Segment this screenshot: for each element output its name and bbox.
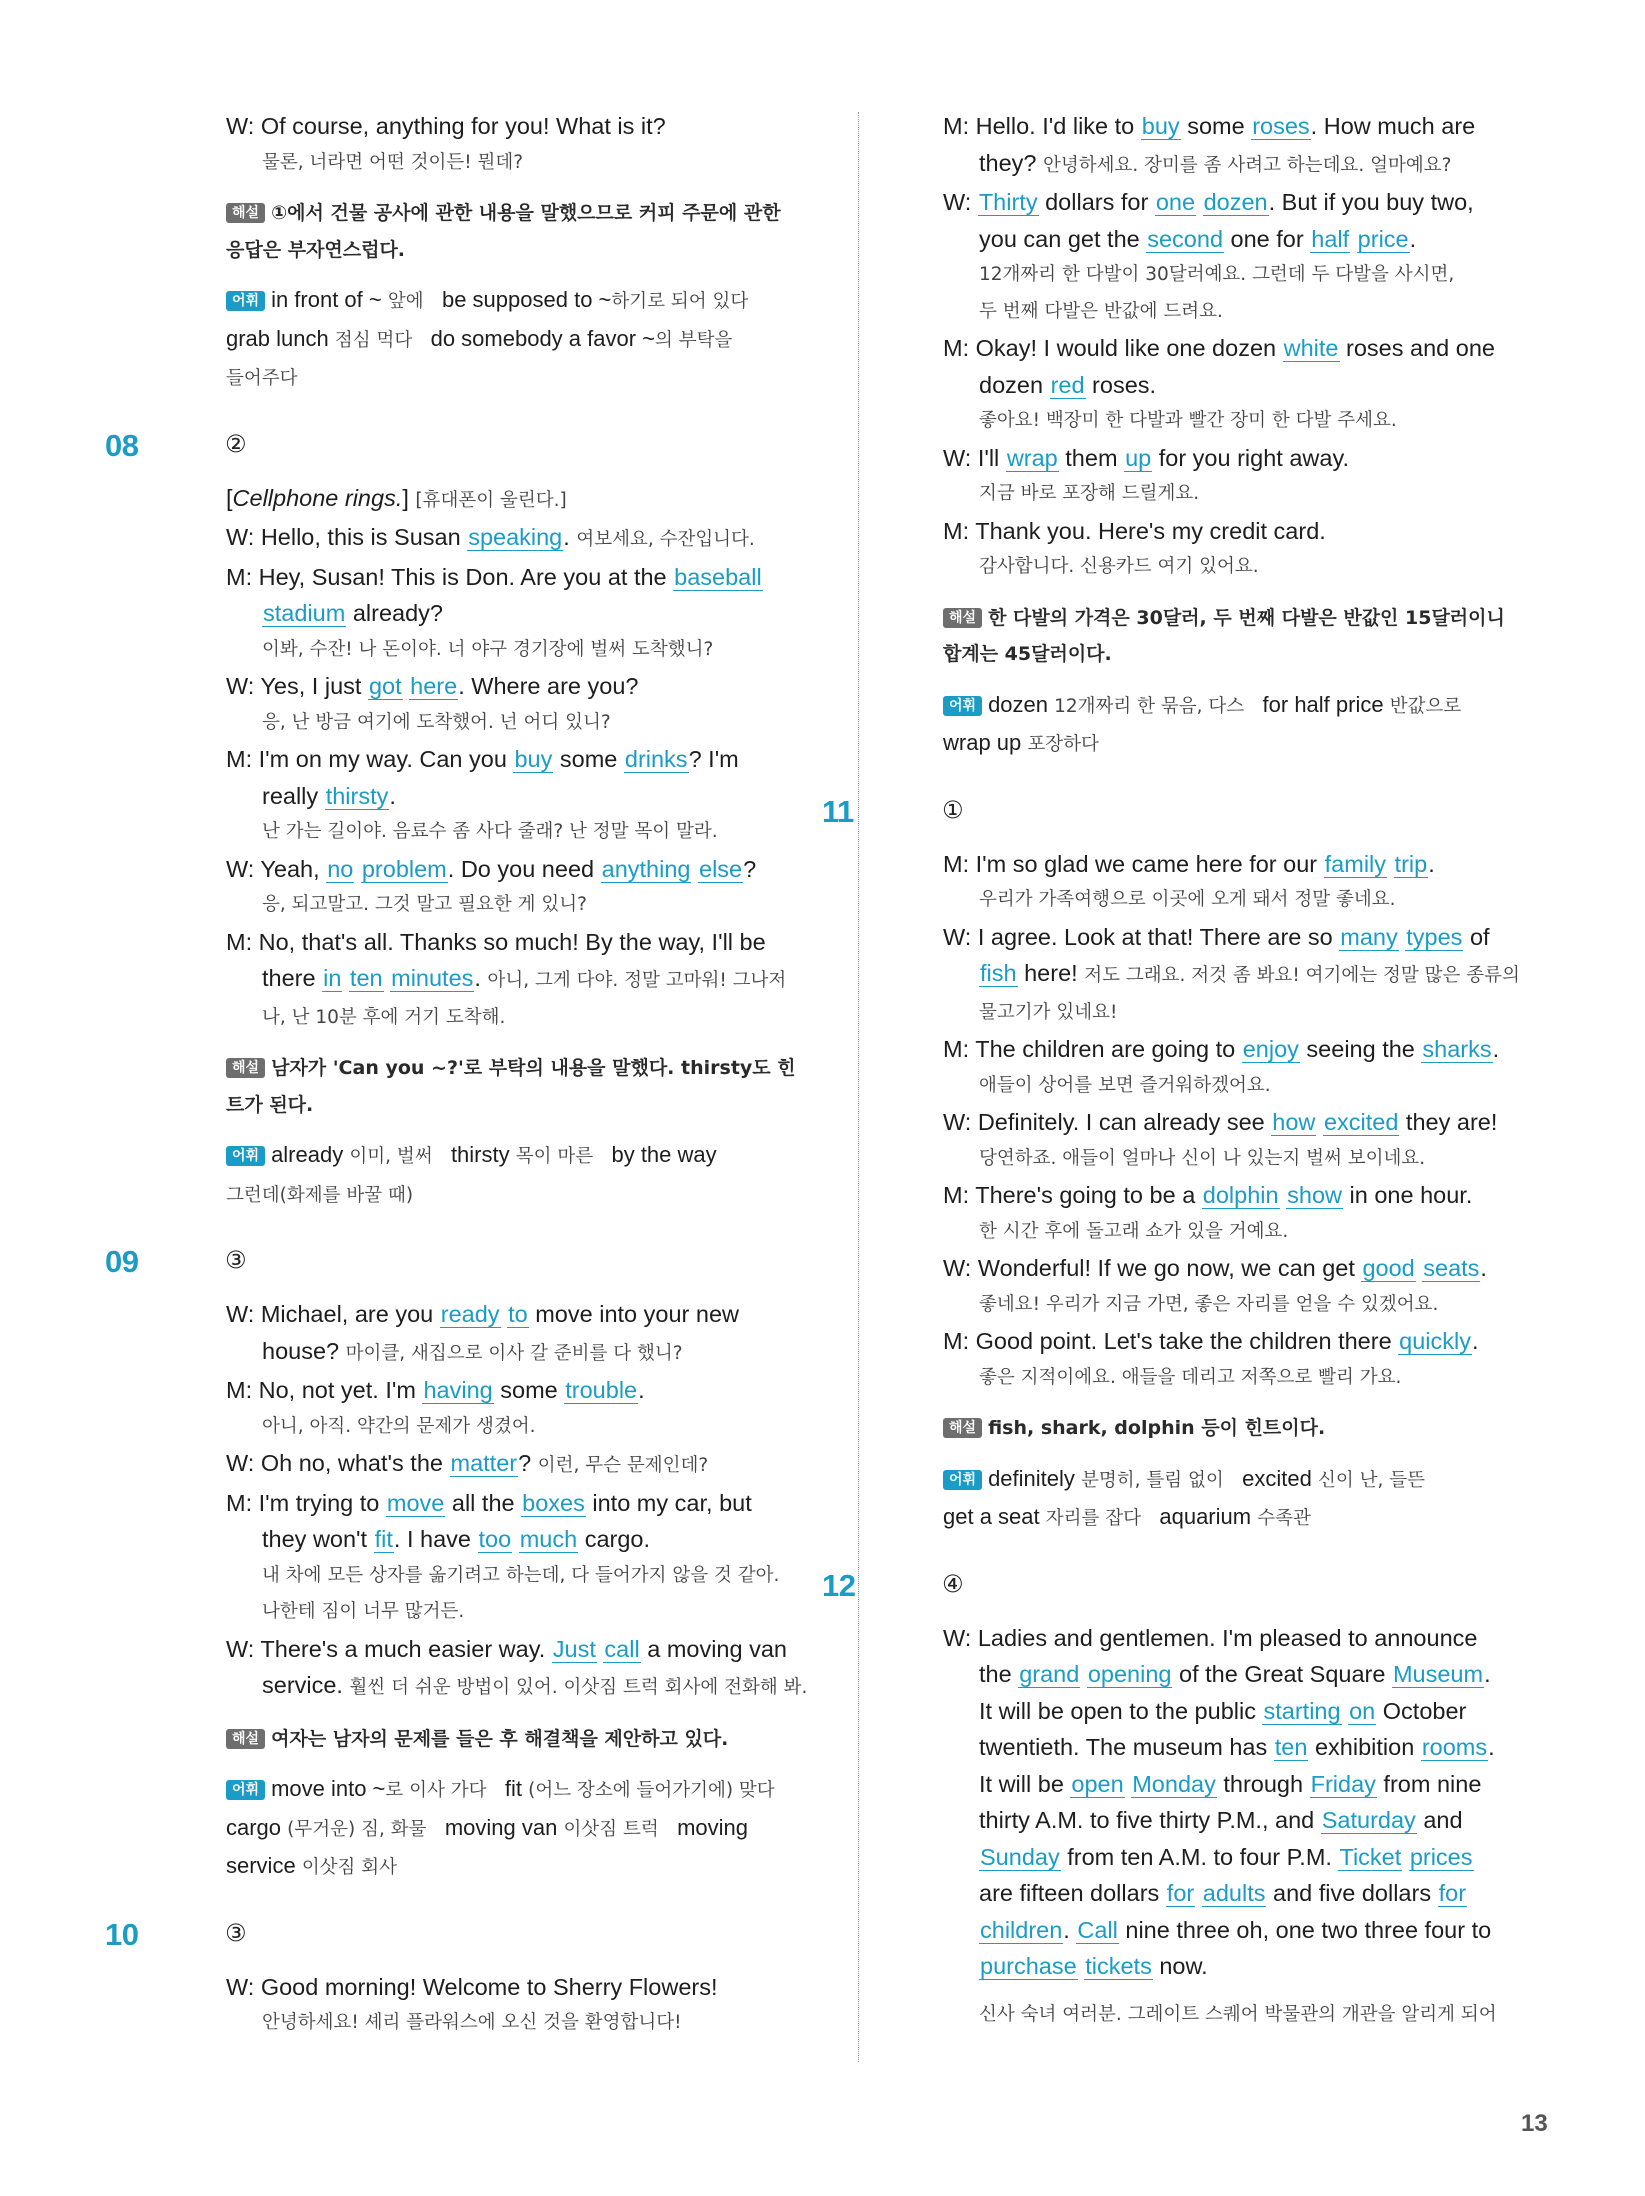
- korean-translation: 이봐, 수잔! 나 돈이야. 너 야구 경기장에 벌써 도착했니?: [262, 638, 714, 660]
- dialogue-line: It will be open to the public starting on October: [979, 1697, 1467, 1724]
- dialogue-line: stadium already?: [263, 600, 443, 626]
- korean-translation: 12개짜리 한 다발이 30달러예요. 그런데 두 다발을 사시면,: [979, 264, 1455, 285]
- blank-answer: call: [604, 1635, 640, 1662]
- korean-translation: 나, 난 10분 후에 거기 도착해.: [262, 1006, 506, 1028]
- blank-answer: for: [1438, 1880, 1467, 1906]
- dialogue-line: M: The children are going to enjoy seeing the sharks.: [943, 1036, 1500, 1062]
- dialogue-line: W: Michael, are you ready to move into your new: [226, 1301, 739, 1327]
- dialogue-line: M: There's going to be a dolphin show in one hour.: [943, 1182, 1473, 1208]
- vocabulary-note: 어휘 definitely 분명히, 틀림 없이 excited 신이 난, 들뜬 get a seat 자리를 잡다 aquarium 수족관: [943, 1465, 1425, 1529]
- blank-answer: trouble: [565, 1377, 638, 1403]
- explanation-badge: 해설: [943, 1418, 982, 1438]
- question-10-continued: [885, 108, 1555, 764]
- korean-translation: 좋네요! 우리가 지금 가면, 좋은 자리를 얻을 수 있겠어요.: [979, 1293, 1439, 1315]
- dialogue-line: W: Hello, this is Susan speaking. 여보세요, 수잔입니다.: [226, 524, 755, 550]
- blank-answer: trip: [1394, 850, 1428, 877]
- dialogue-line: you can get the second one for half price.: [979, 225, 1417, 252]
- blank-answer: show: [1287, 1182, 1342, 1208]
- explanation-badge: 해설: [943, 608, 982, 628]
- blank-answer: Friday: [1310, 1770, 1376, 1797]
- dialogue-line: purchase tickets now.: [980, 1953, 1208, 1979]
- answer-choice: ④: [942, 1569, 964, 1598]
- blank-answer: good: [1362, 1255, 1415, 1281]
- blank-answer: to: [508, 1301, 528, 1327]
- blank-answer: Just: [552, 1635, 596, 1662]
- dialogue-line: M: Thank you. Here's my credit card.: [943, 517, 1326, 544]
- dialogue-line: W: Definitely. I can already see how excited they are!: [943, 1109, 1498, 1135]
- blank-answer: white: [1283, 335, 1339, 361]
- dialogue-line: service. 훨씬 더 쉬운 방법이 있어. 이삿짐 트럭 회사에 전화해 봐.: [262, 1672, 808, 1698]
- dialogue-line: W: Good morning! Welcome to Sherry Flowers!: [226, 1973, 718, 2000]
- blank-answer: ten: [349, 965, 383, 991]
- dialogue-line: W: Oh no, what's the matter? 이런, 무슨 문제인데?: [226, 1450, 709, 1476]
- blank-answer: sharks: [1422, 1036, 1492, 1062]
- blank-answer: family: [1324, 850, 1387, 877]
- blank-answer: baseball: [674, 563, 762, 590]
- blank-answer: dolphin: [1202, 1182, 1279, 1208]
- blank-answer: Thirty: [978, 189, 1038, 215]
- blank-answer: starting: [1263, 1697, 1341, 1724]
- column-divider: [858, 112, 859, 2062]
- korean-translation: 난 가는 길이야. 음료수 좀 사다 줄래? 난 정말 목이 말라.: [262, 821, 718, 842]
- left-column: [105, 108, 833, 2042]
- vocabulary-note: 어휘 already 이미, 벌써 thirsty 목이 마른 by the way 그런데(화제를 바꿀 때): [226, 1142, 717, 1206]
- dialogue-line: W: I'll wrap them up for you right away.: [943, 444, 1349, 471]
- korean-translation: 신사 숙녀 여러분. 그레이트 스퀘어 박물관의 개관을 알리게 되어: [979, 2003, 1497, 2025]
- question-08: [105, 424, 833, 1215]
- question-10: [105, 1913, 833, 2042]
- blank-answer: matter: [450, 1450, 518, 1476]
- dialogue-line: W: Ladies and gentlemen. I'm pleased to announce: [943, 1624, 1478, 1651]
- blank-answer: else: [699, 855, 743, 882]
- blank-answer: much: [519, 1526, 578, 1552]
- dialogue-line: children. Call nine three oh, one two three four to: [980, 1916, 1492, 1943]
- blank-answer: having: [423, 1377, 493, 1403]
- blank-answer: adults: [1202, 1880, 1266, 1906]
- korean-translation: 물론, 너라면 어떤 것이든! 뭔데?: [262, 151, 524, 173]
- vocabulary-badge: 어휘: [943, 1470, 982, 1490]
- dialogue-line: there in ten minutes. 아니, 그게 다야. 정말 고마워! 그나저: [262, 965, 787, 991]
- dialogue-line: W: Of course, anything for you! What is it?: [226, 113, 666, 139]
- dialogue-line: fish here! 저도 그래요. 저것 좀 봐요! 여기에는 정말 많은 종류의: [980, 960, 1520, 986]
- dialogue-line: twentieth. The museum has ten exhibition rooms.: [979, 1734, 1495, 1760]
- blank-answer: boxes: [522, 1489, 585, 1516]
- korean-translation: 한 시간 후에 돌고래 쇼가 있을 거예요.: [979, 1220, 1289, 1242]
- korean-translation: 지금 바로 포장해 드릴게요.: [979, 483, 1200, 504]
- page-number: 13: [1521, 2110, 1548, 2137]
- korean-translation: 아니, 아직. 약간의 문제가 생겼어.: [262, 1415, 536, 1437]
- answer-choice: ③: [225, 1246, 247, 1274]
- dialogue-line: M: I'm so glad we came here for our family trip.: [943, 850, 1435, 877]
- vocabulary-badge: 어휘: [226, 291, 265, 311]
- explanation-badge: 해설: [226, 203, 265, 223]
- blank-answer: prices: [1409, 1843, 1473, 1870]
- blank-answer: wrap: [1006, 444, 1058, 471]
- question-number: 12: [822, 1567, 856, 1603]
- korean-translation: 당연하죠. 애들이 얼마나 신이 나 있는지 벌써 보이네요.: [979, 1147, 1426, 1169]
- korean-translation: 두 번째 다발은 반값에 드려요.: [979, 300, 1223, 322]
- blank-answer: opening: [1087, 1661, 1172, 1687]
- dialogue-line: they? 안녕하세요. 장미를 좀 사려고 하는데요. 얼마예요?: [979, 149, 1452, 176]
- blank-answer: anything: [601, 855, 691, 882]
- dialogue-line: M: I'm on my way. Can you buy some drinks? I'm: [226, 746, 739, 772]
- dialogue-line: are fifteen dollars for adults and five dollars for: [979, 1880, 1467, 1906]
- vocabulary-note: 어휘 in front of ~ 앞에 be supposed to ~하기로 되어 있다 grab lunch 점심 먹다 do somebody a favor ~의 부탁을 들어주다: [226, 287, 749, 389]
- blank-answer: excited: [1323, 1109, 1399, 1135]
- dialogue-line: [Cellphone rings.] [휴대폰이 울린다.]: [226, 484, 567, 511]
- blank-answer: drinks: [624, 746, 688, 772]
- explanation-note: 해설 ①에서 건물 공사에 관한 내용을 말했으므로 커피 주문에 관한 응답은 부자연스럽다.: [226, 202, 781, 261]
- blank-answer: for: [1166, 1880, 1195, 1906]
- blank-answer: second: [1147, 225, 1224, 252]
- question-number: 10: [105, 1916, 139, 1952]
- explanation-note: 해설 한 다발의 가격은 30달러, 두 번째 다발은 반값인 15달러이니 합계는 45달러이다.: [943, 606, 1505, 665]
- korean-translation: 응, 되고말고. 그것 말고 필요한 게 있니?: [262, 894, 587, 915]
- blank-answer: half: [1311, 225, 1350, 252]
- dialogue-line: M: Hello. I'd like to buy some roses. How much are: [943, 113, 1476, 139]
- dialogue-line: house? 마이클, 새집으로 이사 갈 준비를 다 했니?: [262, 1337, 683, 1364]
- dialogue-line: M: No, that's all. Thanks so much! By the way, I'll be: [226, 928, 766, 955]
- blank-answer: Call: [1077, 1916, 1118, 1943]
- korean-translation: 나한테 짐이 너무 많거든.: [262, 1601, 465, 1622]
- blank-answer: quickly: [1399, 1328, 1472, 1354]
- blank-answer: minutes: [391, 965, 474, 991]
- blank-answer: Saturday: [1321, 1807, 1416, 1833]
- dialogue-line: W: Wonderful! If we go now, we can get good seats.: [943, 1255, 1487, 1281]
- blank-answer: Museum: [1392, 1661, 1484, 1687]
- blank-answer: children: [980, 1916, 1063, 1943]
- answer-choice: ②: [225, 429, 247, 458]
- answer-choice: ①: [942, 795, 964, 824]
- blank-answer: Ticket: [1339, 1843, 1402, 1870]
- blank-answer: ready: [440, 1301, 500, 1327]
- blank-answer: seats: [1423, 1255, 1480, 1281]
- explanation-note: 해설 남자가 'Can you ~?'로 부탁의 내용을 말했다. thirsty도 힌 트가 된다.: [226, 1057, 796, 1116]
- blank-answer: how: [1272, 1109, 1316, 1135]
- blank-answer: grand: [1019, 1661, 1080, 1687]
- explanation-badge: 해설: [226, 1729, 265, 1749]
- dialogue-line: thirty A.M. to five thirty P.M., and Saturday and: [979, 1807, 1463, 1833]
- blank-answer: ten: [1274, 1734, 1308, 1760]
- question-12: [822, 1564, 1555, 2034]
- korean-translation: 감사합니다. 신용카드 여기 있어요.: [979, 556, 1259, 577]
- korean-translation: 안녕하세요! 셰리 플라워스에 오신 것을 환영합니다!: [262, 2012, 682, 2033]
- blank-answer: here: [410, 673, 458, 699]
- blank-answer: move: [386, 1489, 445, 1516]
- blank-answer: Monday: [1132, 1770, 1216, 1797]
- blank-answer: thirsty: [325, 782, 389, 809]
- answer-choice: ③: [225, 1918, 247, 1947]
- blank-answer: Sunday: [980, 1843, 1060, 1870]
- dialogue-line: M: Okay! I would like one dozen white roses and one: [943, 335, 1495, 361]
- blank-answer: buy: [1141, 113, 1180, 139]
- blank-answer: dozen: [1203, 189, 1268, 215]
- dialogue-line: It will be open Monday through Friday from nine: [979, 1770, 1482, 1797]
- dialogue-line: W: Yes, I just got here. Where are you?: [226, 673, 639, 699]
- blank-answer: speaking: [468, 524, 563, 550]
- dialogue-line: M: Hey, Susan! This is Don. Are you at the baseball: [226, 563, 762, 590]
- blank-answer: buy: [514, 746, 553, 772]
- explanation-badge: 해설: [226, 1058, 265, 1078]
- blank-answer: too: [478, 1526, 512, 1552]
- dialogue-line: really thirsty.: [262, 782, 396, 809]
- dialogue-line: dozen red roses.: [979, 371, 1157, 398]
- question-number: 09: [105, 1244, 139, 1279]
- blank-answer: open: [1071, 1770, 1124, 1797]
- question-number: 11: [822, 793, 854, 829]
- blank-answer: types: [1406, 923, 1463, 950]
- blank-answer: problem: [361, 855, 447, 882]
- korean-translation: 좋은 지적이에요. 애들을 데리고 저쪽으로 빨리 가요.: [979, 1366, 1402, 1388]
- blank-answer: in: [323, 965, 342, 991]
- vocabulary-badge: 어휘: [226, 1146, 265, 1166]
- blank-answer: stadium: [263, 600, 346, 626]
- blank-answer: purchase: [980, 1953, 1077, 1979]
- korean-translation: 좋아요! 백장미 한 다발과 빨간 장미 한 다발 주세요.: [979, 410, 1397, 431]
- vocabulary-badge: 어휘: [943, 696, 982, 716]
- dialogue-line: they won't fit. I have too much cargo.: [262, 1526, 651, 1552]
- korean-translation: 애들이 상어를 보면 즐거워하겠어요.: [979, 1074, 1271, 1096]
- right-column: [822, 108, 1555, 2033]
- blank-answer: fish: [980, 960, 1017, 986]
- question-number: 08: [105, 427, 139, 463]
- dialogue-line: Sunday from ten A.M. to four P.M. Ticket prices: [980, 1843, 1473, 1870]
- dialogue-line: M: No, not yet. I'm having some trouble.: [226, 1377, 645, 1403]
- question-09: [105, 1240, 833, 1887]
- blank-answer: enjoy: [1242, 1036, 1299, 1062]
- explanation-note: 해설 fish, shark, dolphin 등이 힌트이다.: [943, 1410, 1555, 1447]
- blank-answer: got: [368, 673, 402, 699]
- q07-continuation: [168, 108, 833, 398]
- question-11: [822, 790, 1555, 1538]
- dialogue-line: M: Good point. Let's take the children there quickly.: [943, 1328, 1479, 1354]
- explanation-note: 해설 여자는 남자의 문제를 들은 후 해결책을 제안하고 있다.: [226, 1721, 833, 1758]
- blank-answer: one: [1155, 189, 1196, 215]
- dialogue-line: W: Yeah, no problem. Do you need anything else?: [226, 855, 757, 882]
- blank-answer: up: [1125, 444, 1152, 471]
- blank-answer: red: [1050, 371, 1085, 398]
- korean-translation: 물고기가 있네요!: [979, 1001, 1118, 1023]
- korean-translation: 내 차에 모든 상자를 옮기려고 하는데, 다 들어가지 않을 것 같아.: [262, 1564, 780, 1586]
- blank-answer: fit: [374, 1526, 393, 1552]
- dialogue-line: W: Thirty dollars for one dozen. But if you buy two,: [943, 189, 1474, 215]
- dialogue-line: M: I'm trying to move all the boxes into my car, but: [226, 1489, 752, 1516]
- blank-answer: tickets: [1085, 1953, 1152, 1979]
- dialogue-line: W: I agree. Look at that! There are so many types of: [943, 923, 1490, 950]
- blank-answer: rooms: [1421, 1734, 1488, 1760]
- korean-translation: 우리가 가족여행으로 이곳에 오게 돼서 정말 좋네요.: [979, 889, 1396, 910]
- dialogue-line: the grand opening of the Great Square Museum.: [979, 1661, 1491, 1687]
- vocabulary-note: 어휘 move into ~로 이사 가다 fit (어느 장소에 들어가기에) 맞다 cargo (무거운) 짐, 화물 moving van 이삿짐 트럭 moving service 이삿짐 회사: [226, 1776, 775, 1878]
- blank-answer: price: [1357, 225, 1409, 252]
- vocabulary-badge: 어휘: [226, 1780, 265, 1800]
- blank-answer: no: [327, 855, 354, 882]
- korean-translation: 응, 난 방금 여기에 도착했어. 넌 어디 있니?: [262, 711, 611, 733]
- vocabulary-note: 어휘 dozen 12개짜리 한 묶음, 다스 for half price 반값으로 wrap up 포장하다: [943, 691, 1462, 755]
- blank-answer: many: [1340, 923, 1398, 950]
- blank-answer: on: [1349, 1697, 1376, 1724]
- dialogue-line: W: There's a much easier way. Just call a moving van: [226, 1635, 787, 1662]
- blank-answer: roses: [1252, 113, 1310, 139]
